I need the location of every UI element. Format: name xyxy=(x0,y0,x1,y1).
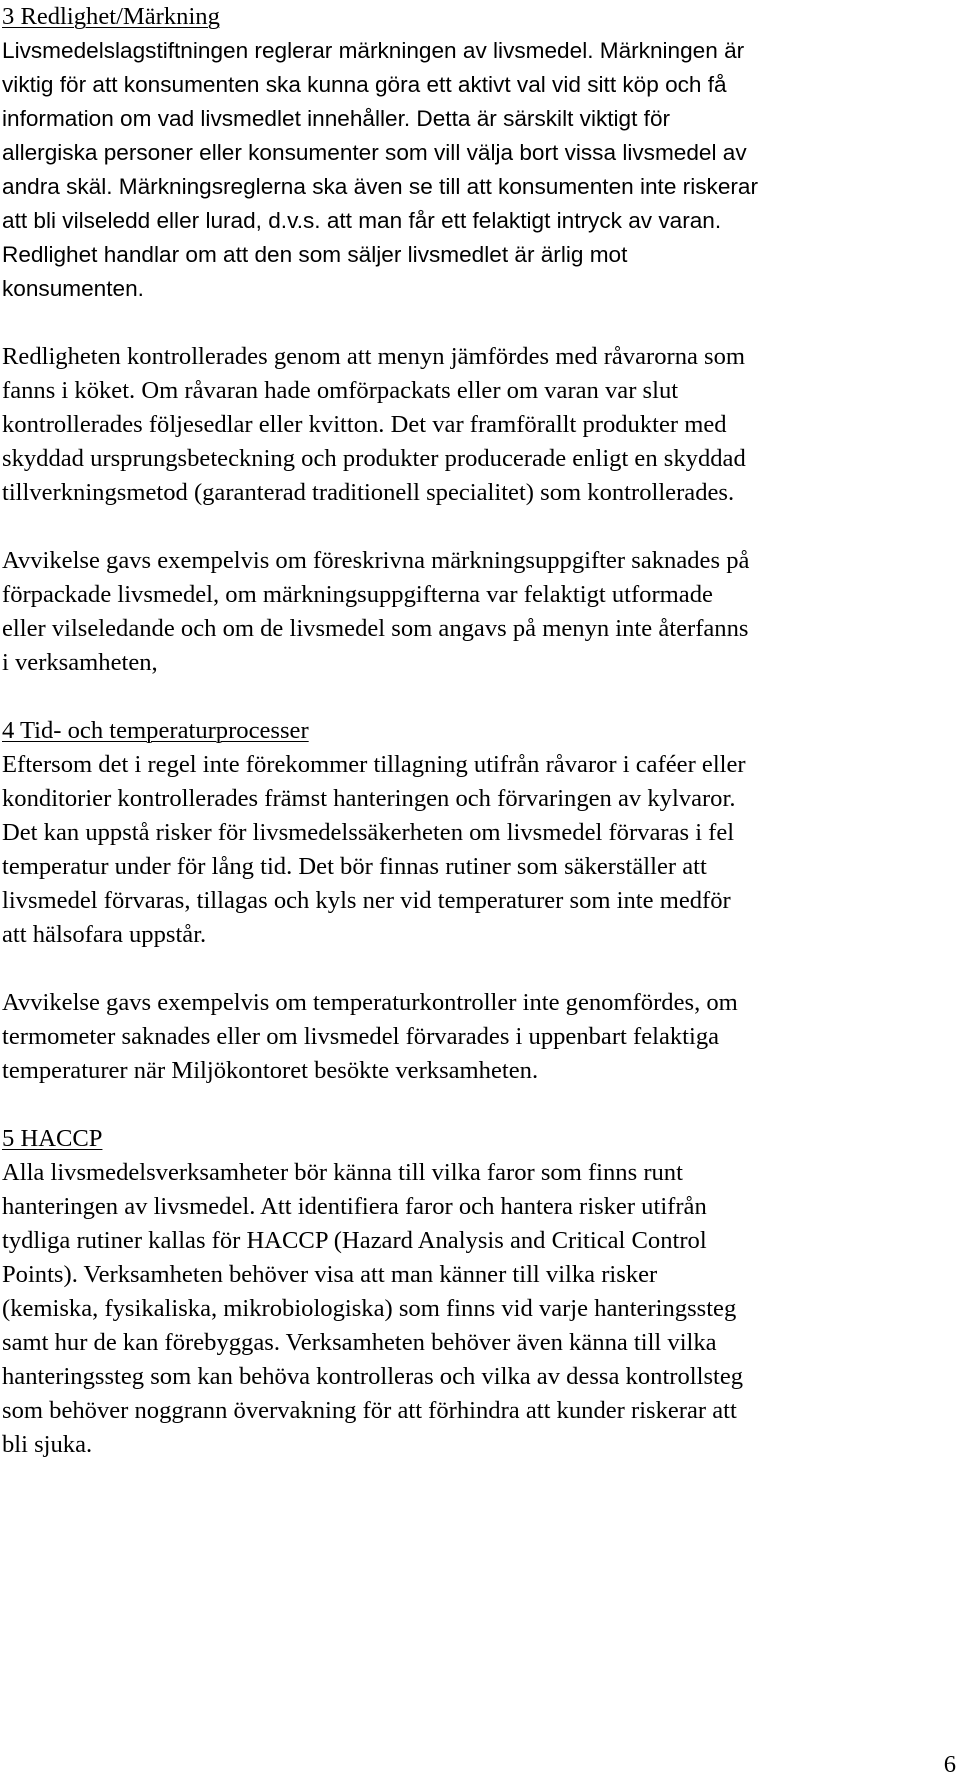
paragraph-line: Avvikelse gavs exempelvis om föreskrivna märkningsuppgifter saknades på xyxy=(2,547,750,574)
paragraph-line: Det kan uppstå risker för livsmedelssäkerheten om livsmedel förvaras i fel xyxy=(2,819,735,846)
paragraph-line: fanns i köket. Om råvaran hade omförpackats eller om varan var slut xyxy=(2,377,679,404)
section-5-paragraph-1 xyxy=(2,1156,950,1462)
paragraph-line: Points). Verksamheten behöver visa att man känner till vilka risker xyxy=(2,1261,658,1288)
paragraph-line: hanteringssteg som kan behöva kontrolleras och vilka av dessa kontrollsteg xyxy=(2,1363,744,1390)
section-5-heading: 5 HACCP xyxy=(2,1125,103,1152)
paragraph-line: (kemiska, fysikaliska, mikrobiologiska) som finns vid varje hanteringssteg xyxy=(2,1295,737,1322)
paragraph-line: eller vilseledande och om de livsmedel som angavs på menyn inte återfanns xyxy=(2,615,749,642)
paragraph-spacer xyxy=(2,680,950,714)
paragraph-line: konsumenten. xyxy=(2,276,144,301)
paragraph-line: Eftersom det i regel inte förekommer tillagning utifrån råvaror i caféer eller xyxy=(2,751,746,778)
paragraph-line: bli sjuka. xyxy=(2,1431,93,1458)
section-3-paragraph-1 xyxy=(2,34,950,306)
paragraph-line: som behöver noggrann övervakning för att förhindra att kunder riskerar att xyxy=(2,1397,737,1424)
paragraph-line: information om vad livsmedlet innehåller. Detta är särskilt viktigt för xyxy=(2,106,671,131)
page-number: 6 xyxy=(943,1751,956,1778)
section-3-heading: 3 Redlighet/Märkning xyxy=(2,3,220,30)
paragraph-line: förpackade livsmedel, om märkningsuppgifterna var felaktigt utformade xyxy=(2,581,713,608)
paragraph-line: Livsmedelslagstiftningen reglerar märkningen av livsmedel. Märkningen är xyxy=(2,38,745,63)
paragraph-line: viktig för att konsumenten ska kunna göra ett aktivt val vid sitt köp och få xyxy=(2,72,727,97)
paragraph-line: andra skäl. Märkningsreglerna ska även se till att konsumenten inte riskerar xyxy=(2,174,758,199)
paragraph-line: temperaturer när Miljökontoret besökte verksamheten. xyxy=(2,1057,539,1084)
paragraph-line: hanteringen av livsmedel. Att identifiera faror och hantera risker utifrån xyxy=(2,1193,707,1220)
paragraph-spacer xyxy=(2,1088,950,1122)
paragraph-line: i verksamheten, xyxy=(2,649,158,676)
paragraph-line: skyddad ursprungsbeteckning och produkter producerade enligt en skyddad xyxy=(2,445,746,472)
paragraph-line: temperatur under för lång tid. Det bör finnas rutiner som säkerställer att xyxy=(2,853,707,880)
paragraph-line: Redlighet handlar om att den som säljer livsmedlet är ärlig mot xyxy=(2,242,628,267)
paragraph-line: allergiska personer eller konsumenter som vill välja bort vissa livsmedel av xyxy=(2,140,747,165)
section-4-paragraph-2 xyxy=(2,986,950,1088)
paragraph-spacer xyxy=(2,306,950,340)
paragraph-line: tydliga rutiner kallas för HACCP (Hazard Analysis and Critical Control xyxy=(2,1227,707,1254)
paragraph-spacer xyxy=(2,952,950,986)
paragraph-line: Avvikelse gavs exempelvis om temperaturkontroller inte genomfördes, om xyxy=(2,989,738,1016)
section-3-paragraph-2 xyxy=(2,340,950,510)
paragraph-line: livsmedel förvaras, tillagas och kyls ner vid temperaturer som inte medför xyxy=(2,887,731,914)
paragraph-line: kontrollerades följesedlar eller kvitton. Det var framförallt produkter med xyxy=(2,411,727,438)
paragraph-line: samt hur de kan förebyggas. Verksamheten behöver även känna till vilka xyxy=(2,1329,717,1356)
section-4-heading: 4 Tid- och temperaturprocesser xyxy=(2,717,309,744)
paragraph-line: att hälsofara uppstår. xyxy=(2,921,207,948)
section-3-paragraph-3 xyxy=(2,544,950,680)
paragraph-line: tillverkningsmetod (garanterad traditionell specialitet) som kontrollerades. xyxy=(2,479,735,506)
section-4-paragraph-1 xyxy=(2,748,950,952)
paragraph-spacer xyxy=(2,510,950,544)
paragraph-line: Redligheten kontrollerades genom att menyn jämfördes med råvarorna som xyxy=(2,343,746,370)
paragraph-line: konditorier kontrollerades främst hanteringen och förvaringen av kylvaror. xyxy=(2,785,736,812)
paragraph-line: termometer saknades eller om livsmedel förvarades i uppenbart felaktiga xyxy=(2,1023,720,1050)
paragraph-line: Alla livsmedelsverksamheter bör känna till vilka faror som finns runt xyxy=(2,1159,683,1186)
paragraph-line: att bli vilseledd eller lurad, d.v.s. att man får ett felaktigt intryck av varan. xyxy=(2,208,722,233)
